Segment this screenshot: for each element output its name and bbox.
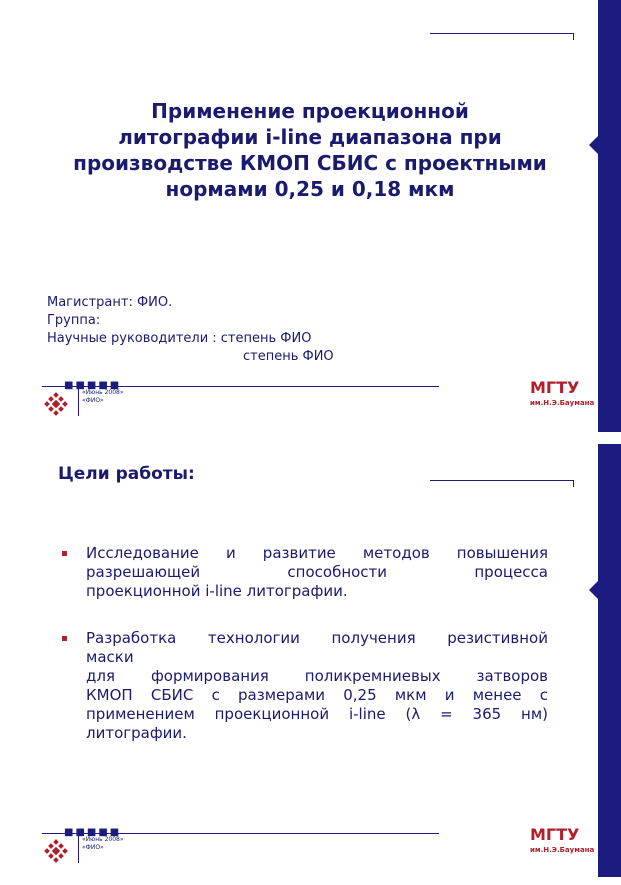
goal-item-2 <box>62 629 548 743</box>
university-logo-icon <box>44 392 68 416</box>
org-name: МГТУ <box>530 378 580 397</box>
title-line-4: нормами 0,25 и 0,18 мкм <box>165 177 455 201</box>
goal-2-line-2: маски <box>86 648 134 666</box>
org-subtitle: им.Н.Э.Баумана <box>530 399 595 407</box>
supervisors-line: Научные руководители : степень ФИО <box>47 331 312 346</box>
bullet-square-icon <box>62 551 67 556</box>
footer-meta <box>82 836 124 852</box>
goal-2-line-5: применением проекционной i-line (λ = 365 нм) <box>86 705 548 723</box>
top-rule-tick <box>573 480 574 487</box>
goal-2-line-4: КМОП СБИС с размерами 0,25 мкм и менее с <box>86 686 548 704</box>
title-line-2: литографии i-line диапазона при <box>118 125 502 149</box>
group-line: Группа: <box>47 313 101 328</box>
footer-rule <box>42 386 439 387</box>
slide-title <box>60 98 560 202</box>
title-line-3: производстве КМОП СБИС с проектными <box>73 151 547 175</box>
goal-2-line-3: для формирования поликремниевых затворов <box>86 667 548 685</box>
footer-dots: ■■■■■ <box>64 380 122 391</box>
footer-name: «ФИО» <box>82 844 104 851</box>
right-notch <box>589 136 598 154</box>
top-rule-tick <box>573 33 574 40</box>
goal-item-1 <box>62 544 548 601</box>
right-accent-bar <box>598 444 621 877</box>
org-name: МГТУ <box>530 825 580 844</box>
footer-date: «Июнь 2008» <box>82 389 124 396</box>
supervisor-2-line: степень ФИО <box>243 349 334 364</box>
right-accent-bar <box>598 0 621 432</box>
footer-vrule <box>78 833 79 863</box>
university-logo-icon <box>44 839 68 863</box>
goal-2-line-6: литографии. <box>86 724 187 742</box>
goals-heading: Цели работы: <box>58 464 195 484</box>
goal-1-line-3: проекционной i-line литографии. <box>86 582 348 600</box>
footer-rule <box>42 833 439 834</box>
footer-vrule <box>78 386 79 416</box>
goal-1-line-2: разрешающей способности процесса <box>86 563 548 581</box>
slide-footer <box>0 378 600 438</box>
footer-name: «ФИО» <box>82 397 104 404</box>
org-subtitle: им.Н.Э.Баумана <box>530 846 595 854</box>
goal-1-line-1: Исследование и развитие методов повышения <box>86 544 548 562</box>
author-block <box>47 294 334 366</box>
bullet-square-icon <box>62 636 67 641</box>
goal-2-line-1: Разработка технологии получения резистивной <box>86 629 548 647</box>
student-line: Магистрант: ФИО. <box>47 295 173 310</box>
top-rule <box>430 480 573 481</box>
footer-meta <box>82 389 124 405</box>
right-notch <box>589 581 598 599</box>
goals-list <box>62 544 548 771</box>
top-rule <box>430 33 573 34</box>
footer-dots: ■■■■■ <box>64 827 122 838</box>
footer-date: «Июнь 2008» <box>82 836 124 843</box>
goals-slide <box>0 444 621 877</box>
slide-footer <box>0 825 600 885</box>
title-slide <box>0 0 621 432</box>
title-line-1: Применение проекционной <box>151 99 469 123</box>
